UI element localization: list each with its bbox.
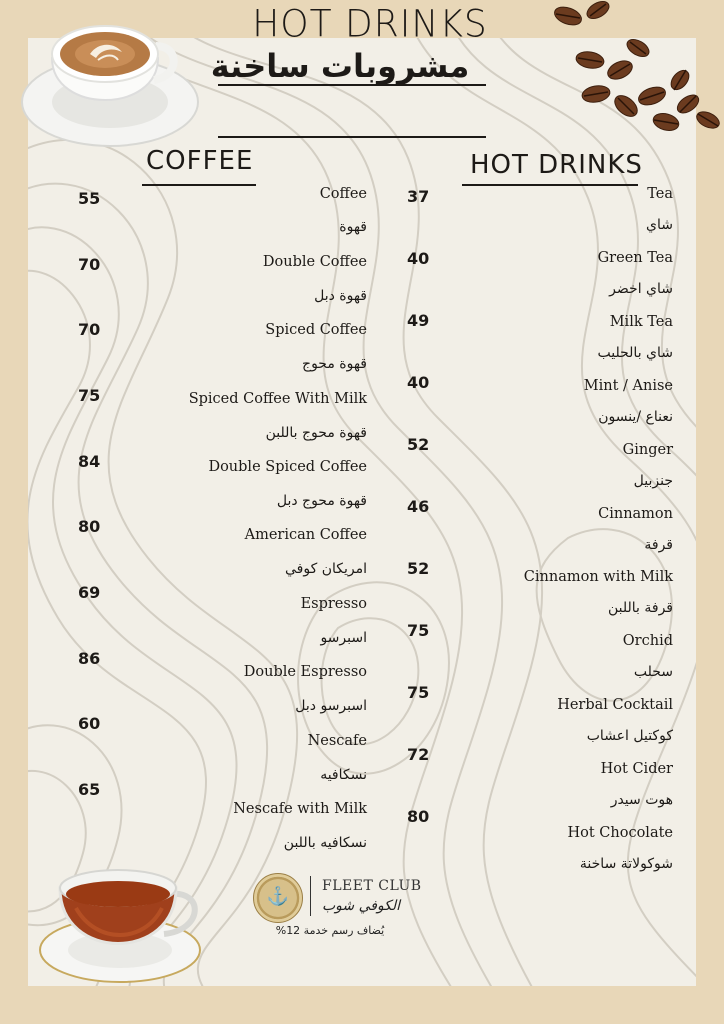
menu-item-name: Coffee [319, 186, 367, 202]
menu-item-price: 49 [407, 311, 430, 330]
menu-item-name: Orchid [622, 633, 673, 649]
menu-item-name-arabic: اسبرسو [320, 630, 367, 646]
service-charge-note: يُضاف رسم خدمة 12% [275, 924, 385, 937]
page-title-arabic: مشروبات ساخنة [210, 47, 470, 85]
coffee-cup-icon [18, 18, 200, 150]
menu-item-name-arabic: قهوة محوج دبل [276, 493, 367, 509]
menu-item-name: Tea [647, 186, 673, 202]
menu-item-price: 80 [78, 517, 101, 536]
menu-item-name-arabic: شاي اخضر [609, 281, 673, 297]
menu-item-name-arabic: شوكولاتة ساخنة [579, 856, 673, 872]
menu-item-price: 40 [407, 373, 430, 392]
coffee-section-title: COFFEE [146, 146, 254, 176]
menu-item-name: Mint / Anise [583, 378, 673, 394]
menu-item-name: Ginger [622, 442, 673, 458]
menu-item-name: Double Espresso [243, 664, 367, 680]
footer-divider [310, 876, 311, 916]
menu-item-name-arabic: قهوة محوج [302, 356, 367, 372]
menu-item-name: Double Coffee [262, 254, 367, 270]
coffee-section-underline [142, 184, 256, 186]
menu-item-name: Nescafe [307, 733, 367, 749]
anchor-icon: ⚓ [266, 886, 290, 907]
menu-item-price: 84 [78, 452, 101, 471]
menu-item-price: 75 [407, 621, 430, 640]
menu-item-price: 70 [78, 255, 101, 274]
menu-item-price: 52 [407, 435, 430, 454]
menu-item-name: Cinnamon with Milk [523, 569, 673, 585]
menu-item-name: American Coffee [244, 527, 367, 543]
brand-name: FLEET CLUB [322, 878, 422, 894]
menu-item-price: 75 [78, 386, 101, 405]
menu-item-name: Milk Tea [609, 314, 673, 330]
menu-item-name: Green Tea [597, 250, 673, 266]
coffee-beans-icon [548, 0, 724, 142]
menu-item-price: 55 [78, 189, 101, 208]
menu-item-name: Spiced Coffee [265, 322, 367, 338]
menu-item-name-arabic: شاي [646, 217, 673, 233]
menu-item-name: Nescafe with Milk [233, 801, 367, 817]
menu-item-price: 69 [78, 583, 101, 602]
menu-item-name-arabic: قهوة [339, 219, 367, 235]
title-underline [218, 136, 486, 138]
menu-item-name: Spiced Coffee With Milk [188, 391, 367, 407]
menu-item-price: 72 [407, 745, 430, 764]
menu-item-name: Espresso [300, 596, 367, 612]
menu-item-price: 80 [407, 807, 430, 826]
menu-item-name: Cinnamon [598, 506, 673, 522]
menu-item-name-arabic: قرفة [644, 537, 673, 553]
menu-item-name-arabic: جنزبيل [633, 473, 673, 489]
menu-item-name-arabic: نعناع /ينسون [598, 409, 673, 425]
menu-item-price: 60 [78, 714, 101, 733]
menu-item-name: Hot Cider [600, 761, 673, 777]
hot-drinks-section-underline [462, 184, 638, 186]
menu-item-name: Hot Chocolate [567, 825, 673, 841]
menu-item-price: 52 [407, 559, 430, 578]
menu-item-price: 37 [407, 187, 430, 206]
menu-item-price: 65 [78, 780, 101, 799]
page-title: HOT DRINKS [252, 2, 488, 47]
menu-item-name-arabic: كوكتيل اعشاب [586, 728, 673, 744]
menu-item-price: 75 [407, 683, 430, 702]
menu-item-name-arabic: قرفة باللبن [607, 600, 673, 616]
menu-item-name-arabic: هوت سيدر [610, 792, 673, 808]
menu-item-price: 70 [78, 320, 101, 339]
menu-item-name-arabic: قهوة محوج باللبن [265, 425, 367, 441]
menu-item-name-arabic: سحلب [633, 664, 673, 680]
menu-item-name: Double Spiced Coffee [208, 459, 367, 475]
tea-cup-icon [36, 864, 206, 988]
hot-drinks-section-title: HOT DRINKS [470, 150, 643, 180]
menu-item-name-arabic: نسكافيه [320, 767, 367, 783]
menu-item-name-arabic: شاي بالحليب [597, 345, 673, 361]
menu-item-name: Herbal Cocktail [557, 697, 673, 713]
menu-item-price: 46 [407, 497, 430, 516]
menu-item-price: 86 [78, 649, 101, 668]
menu-item-price: 40 [407, 249, 430, 268]
menu-item-name-arabic: اسبرسو دبل [295, 698, 367, 714]
menu-item-name-arabic: قهوة دبل [314, 288, 367, 304]
fleet-club-logo [253, 873, 303, 923]
menu-item-name-arabic: امريكان كوفي [285, 561, 367, 577]
menu-item-name-arabic: نسكافيه باللبن [283, 835, 367, 851]
brand-name-arabic: الكوفي شوب [322, 898, 401, 914]
